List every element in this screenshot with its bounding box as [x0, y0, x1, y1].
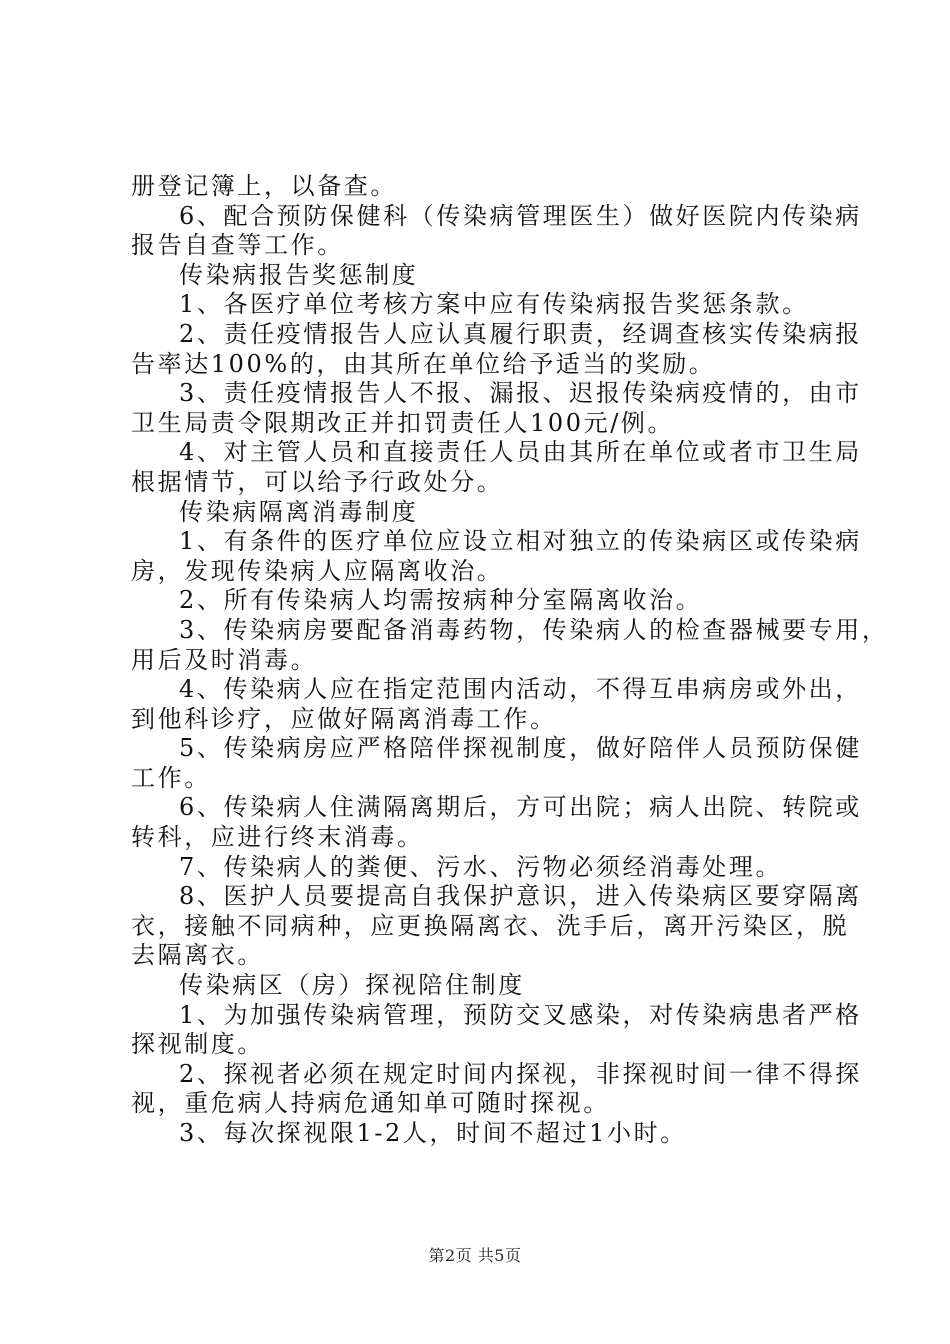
text-line: 4、对主管人员和直接责任人员由其所在单位或者市卫生局	[179, 438, 862, 467]
text-line: 6、配合预防保健科（传染病管理医生）做好医院内传染病	[179, 201, 862, 230]
text-line: 册登记簿上，以备查。	[131, 172, 397, 200]
text-line: 报告自查等工作。	[131, 231, 344, 260]
text-line: 3、每次探视限1-2人，时间不超过1小时。	[179, 1119, 687, 1147]
text-line: 7、传染病人的粪便、污水、污物必须经消毒处理。	[179, 852, 783, 881]
text-line: 传染病区（房）探视陪住制度	[179, 971, 525, 1000]
text-line: 告率达100%的，由其所在单位给予适当的奖励。	[131, 349, 716, 378]
text-line: 2、责任疫情报告人应认真履行职责，经调查核实传染病报	[179, 319, 862, 348]
text-line: 5、传染病房应严格陪伴探视制度，做好陪伴人员预防保健	[179, 734, 862, 763]
text-line: 1、有条件的医疗单位应设立相对独立的传染病区或传染病	[179, 527, 862, 556]
text-line: 3、传染病房要配备消毒药物，传染病人的检查器械要专用，	[179, 615, 889, 644]
page-footer: 第2页 共5页	[428, 1246, 522, 1265]
document-body	[131, 172, 889, 1149]
text-line: 视，重危病人持病危通知单可随时探视。	[131, 1089, 610, 1118]
text-line: 工作。	[131, 763, 211, 792]
text-line: 8、医护人员要提高自我保护意识，进入传染病区要穿隔离	[179, 882, 862, 911]
text-line: 转科，应进行终末消毒。	[131, 823, 424, 852]
text-line: 1、各医疗单位考核方案中应有传染病报告奖惩条款。	[179, 290, 809, 319]
text-line: 房，发现传染病人应隔离收治。	[131, 556, 504, 585]
text-line: 传染病报告奖惩制度	[179, 260, 419, 289]
text-line: 2、所有传染病人均需按病种分室隔离收治。	[179, 586, 703, 615]
text-line: 6、传染病人住满隔离期后，方可出院；病人出院、转院或	[179, 793, 862, 822]
text-line: 到他科诊疗，应做好隔离消毒工作。	[131, 704, 557, 733]
text-line: 用后及时消毒。	[131, 645, 318, 674]
text-line: 3、责任疫情报告人不报、漏报、迟报传染病疫情的，由市	[179, 379, 862, 408]
text-line: 探视制度。	[131, 1030, 264, 1059]
text-line: 去隔离衣。	[131, 941, 264, 970]
text-line: 1、为加强传染病管理，预防交叉感染，对传染病患者严格	[179, 1000, 862, 1029]
text-line: 卫生局责令限期改正并扣罚责任人100元/例。	[131, 408, 675, 437]
text-line: 传染病隔离消毒制度	[179, 497, 419, 526]
text-line: 2、探视者必须在规定时间内探视，非探视时间一律不得探	[179, 1059, 862, 1088]
text-line: 4、传染病人应在指定范围内活动，不得互串病房或外出，	[179, 675, 862, 704]
text-line: 衣，接触不同病种，应更换隔离衣、洗手后，离开污染区，脱	[131, 911, 850, 940]
text-line: 根据情节，可以给予行政处分。	[131, 467, 504, 496]
